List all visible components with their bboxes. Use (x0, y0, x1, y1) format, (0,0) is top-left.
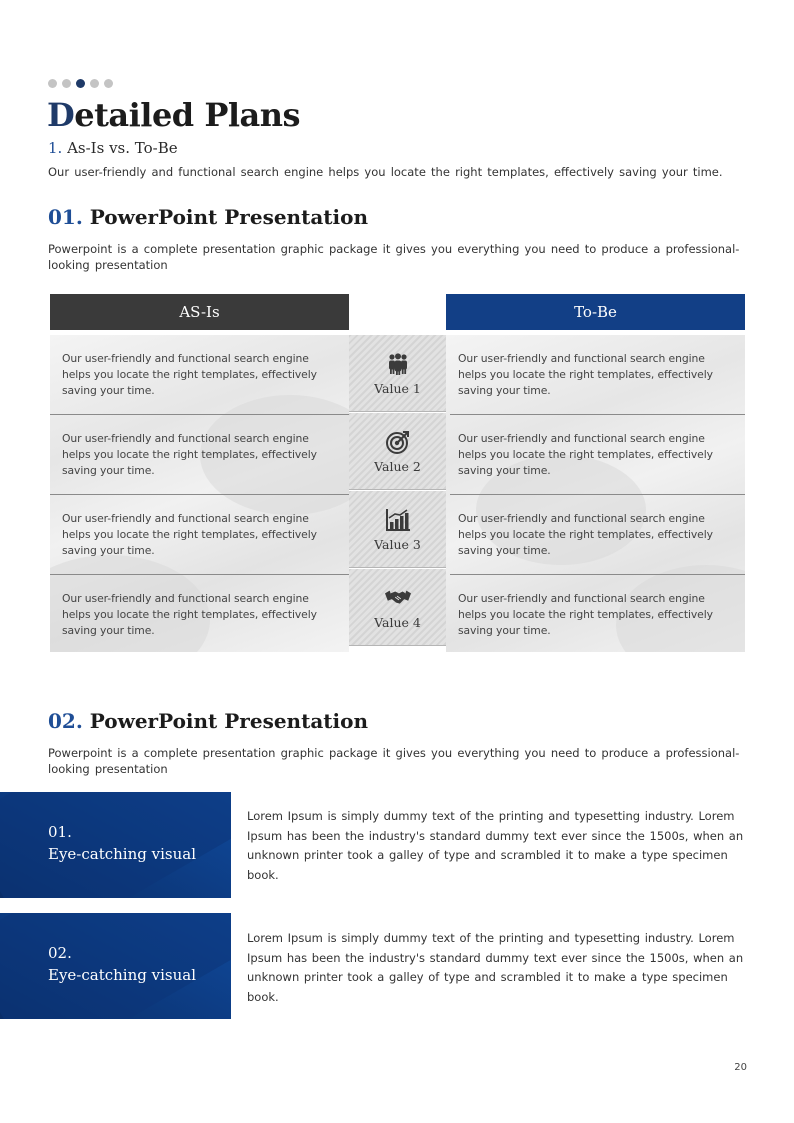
as-is-cell: Our user-friendly and functional search engine helps you locate the right templates, effectively saving your time. (50, 495, 349, 575)
feature-2-heading (48, 942, 196, 986)
to-be-cell: Our user-friendly and functional search engine helps you locate the right templates, effectively saving your time. (450, 335, 745, 415)
as-is-cell: Our user-friendly and functional search engine helps you locate the right templates, effectively saving your time. (62, 592, 317, 637)
indicator-dot (104, 79, 113, 88)
section-2-title (48, 709, 368, 733)
indicator-dot (90, 79, 99, 88)
to-be-cell: Our user-friendly and functional search engine helps you locate the right templates, effectively saving your time. (450, 415, 745, 495)
handshake-icon (385, 585, 411, 611)
value-box (349, 413, 446, 490)
value-label: Value 1 (374, 380, 421, 396)
value-box (349, 491, 446, 568)
section-2-description: Powerpoint is a complete presentation graphic package it gives you everything you need to produce a professional-looking presentation (48, 746, 740, 776)
bar-chart-icon (385, 507, 411, 533)
section-1-description: Powerpoint is a complete presentation graphic package it gives you everything you need to produce a professional-looking presentation (48, 242, 740, 272)
section-2-number: 02. (48, 709, 83, 733)
feature-block-2 (0, 913, 231, 1019)
intro-text: Our user-friendly and functional search engine helps you locate the right templates, effectively saving your time. (48, 165, 723, 179)
team-icon (385, 351, 411, 377)
to-be-cell: Our user-friendly and functional search engine helps you locate the right templates, effectively saving your time. (458, 592, 713, 637)
as-is-header: AS-Is (50, 294, 349, 330)
page-number: 20 (734, 1062, 747, 1073)
value-box (349, 569, 446, 646)
value-label: Value 4 (374, 614, 421, 630)
feature-2-label: Eye-catching visual (48, 966, 197, 984)
feature-1-label: Eye-catching visual (48, 845, 197, 863)
sub-heading (48, 139, 178, 157)
sub-heading-number: 1. (48, 139, 63, 157)
indicator-dot (62, 79, 71, 88)
target-icon (385, 429, 411, 455)
feature-1-body: Lorem Ipsum is simply dummy text of the printing and typesetting industry. Lorem Ipsum has been the industry's standard dummy text ever since the 1500s, when an unknown printer took a galley of type and scrambled it to make a type specimen book. (247, 809, 744, 882)
to-be-panel (446, 335, 745, 652)
section-1-number: 01. (48, 205, 83, 229)
sub-heading-text: As-Is vs. To-Be (62, 139, 178, 157)
feature-2-number: 02. (48, 944, 72, 962)
feature-2-body: Lorem Ipsum is simply dummy text of the printing and typesetting industry. Lorem Ipsum has been the industry's standard dummy text ever since the 1500s, when an unknown printer took a galley of type and scrambled it to make a type specimen book. (247, 931, 744, 1004)
to-be-header: To-Be (446, 294, 745, 330)
section-1-title (48, 205, 368, 229)
feature-1-number: 01. (48, 823, 72, 841)
feature-block-1 (0, 792, 231, 898)
feature-1-heading (48, 821, 196, 865)
section-1-title-text: PowerPoint Presentation (82, 205, 369, 229)
indicator-dot (48, 79, 57, 88)
value-box (349, 335, 446, 412)
to-be-cell: Our user-friendly and functional search engine helps you locate the right templates, effectively saving your time. (450, 495, 745, 575)
as-is-to-be-table (50, 294, 745, 652)
as-is-cell: Our user-friendly and functional search engine helps you locate the right templates, effectively saving your time. (50, 335, 349, 415)
indicator-dot-active (76, 79, 85, 88)
value-column (349, 335, 446, 645)
section-2-title-text: PowerPoint Presentation (82, 709, 369, 733)
as-is-panel (50, 335, 349, 652)
page-title-initial: D (47, 96, 75, 134)
value-label: Value 2 (374, 458, 421, 474)
as-is-cell: Our user-friendly and functional search engine helps you locate the right templates, effectively saving your time. (50, 415, 349, 495)
value-label: Value 3 (374, 536, 421, 552)
page-title (47, 96, 300, 134)
page-title-rest: etailed Plans (74, 96, 301, 134)
page-indicator-dots (48, 79, 113, 88)
